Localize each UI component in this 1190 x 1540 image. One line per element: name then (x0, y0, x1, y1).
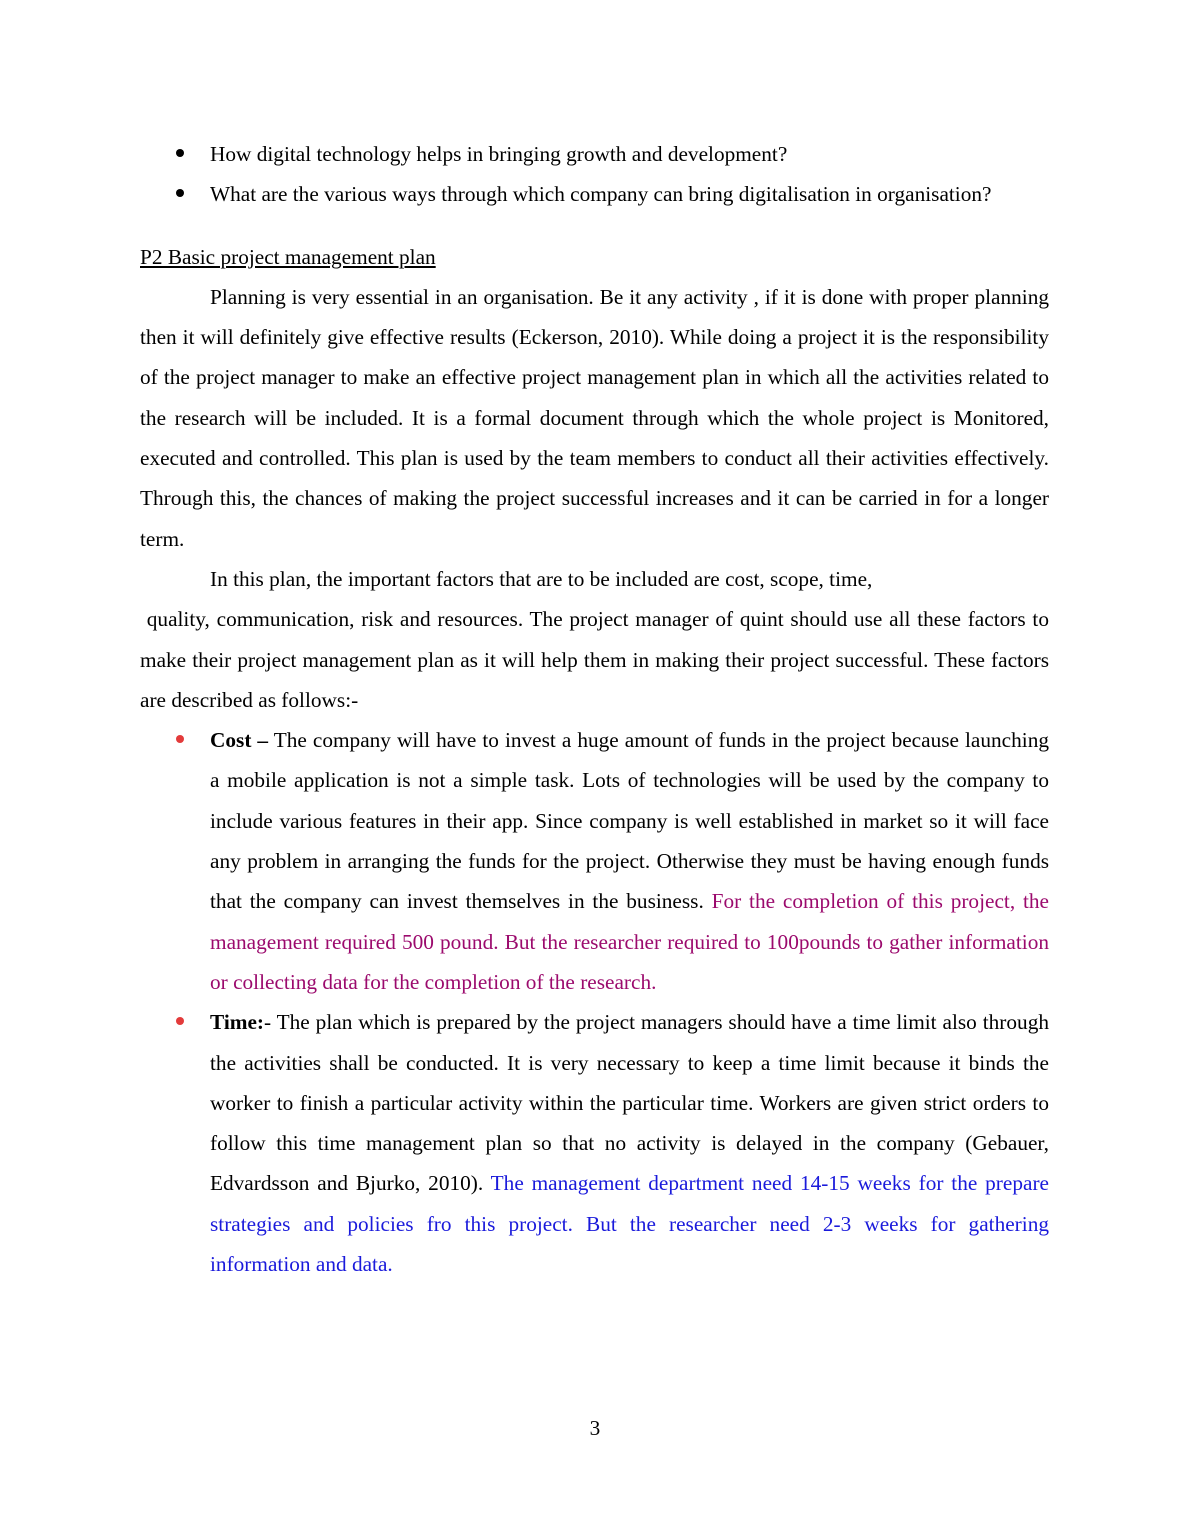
paragraph-factors-intro (140, 599, 1049, 720)
factor-highlight-time: The management department need 14-15 weeks for the prepare strategies and policies fro this project. But the researcher need 2-3 weeks for gathering information and data. (210, 1171, 1049, 1277)
page-number: 3 (589, 1416, 601, 1440)
paragraph-planning: Planning is very essential in an organisation. Be it any activity , if it is done with proper planning then it will definitely give effective results (Eckerson, 2010). While doing a project it is the responsibility of the project manager to make an effective project management plan in which all the activities related to the research will be included. It is a formal document through which the whole project is Monitored, executed and controlled. This plan is used by the team members to conduct all their activities effectively. Through this, the chances of making the project successful increases and it can be carried in for a longer term. (140, 284, 1049, 551)
factor-text-time: - The plan which is prepared by the project managers should have a time limit also through the activities shall be conducted. It is very necessary to keep a time limit because it binds the worker to finish a particular activity within the particular time. Workers are given strict orders to follow this time management plan so that no activity is delayed in the company (Gebauer, Edvardsson and Bjurko, 2010). (210, 1010, 1049, 1196)
bullet-icon (176, 149, 184, 157)
research-questions-list (140, 134, 1049, 215)
factor-label-cost: Cost – (210, 728, 269, 753)
factor-label-time: Time: (210, 1010, 265, 1035)
document-page (140, 134, 1049, 1284)
bullet-icon (176, 735, 184, 743)
paragraph-factors-intro-line: In this plan, the important factors that are to be included are cost, scope, time, (210, 566, 873, 591)
factor-text-cost: The company will have to invest a huge amount of funds in the project because launching a mobile application is not a simple task. Lots of technologies will be used by the company to include various features in their app. Since company is well established in market so it will face any problem in arranging the funds for the project. Otherwise they must be having enough funds that the company can invest themselves in the business. (210, 728, 1049, 914)
question-text: What are the various ways through which company can bring digitalisation in organisation? (210, 182, 992, 207)
factor-highlight-cost: For the completion of this project, the management required 500 pound. But the researcher required to 100pounds to gather information or collecting data for the completion of the research. (210, 889, 1049, 994)
list-item-cost (140, 720, 1049, 1002)
paragraph-factors-intro-text: quality, communication, risk and resources. The project manager of quint should use all these factors to make their project management plan as it will help them in making their project successful. These factors are described as follows:- (140, 607, 1049, 712)
section-heading: P2 Basic project management plan (140, 244, 436, 269)
list-item (140, 174, 1049, 214)
list-item-time (140, 1002, 1049, 1284)
bullet-icon (176, 1017, 184, 1025)
bullet-icon (176, 189, 184, 197)
question-text: How digital technology helps in bringing growth and development? (210, 142, 788, 166)
list-item (140, 134, 1049, 174)
factors-list (140, 720, 1049, 1284)
